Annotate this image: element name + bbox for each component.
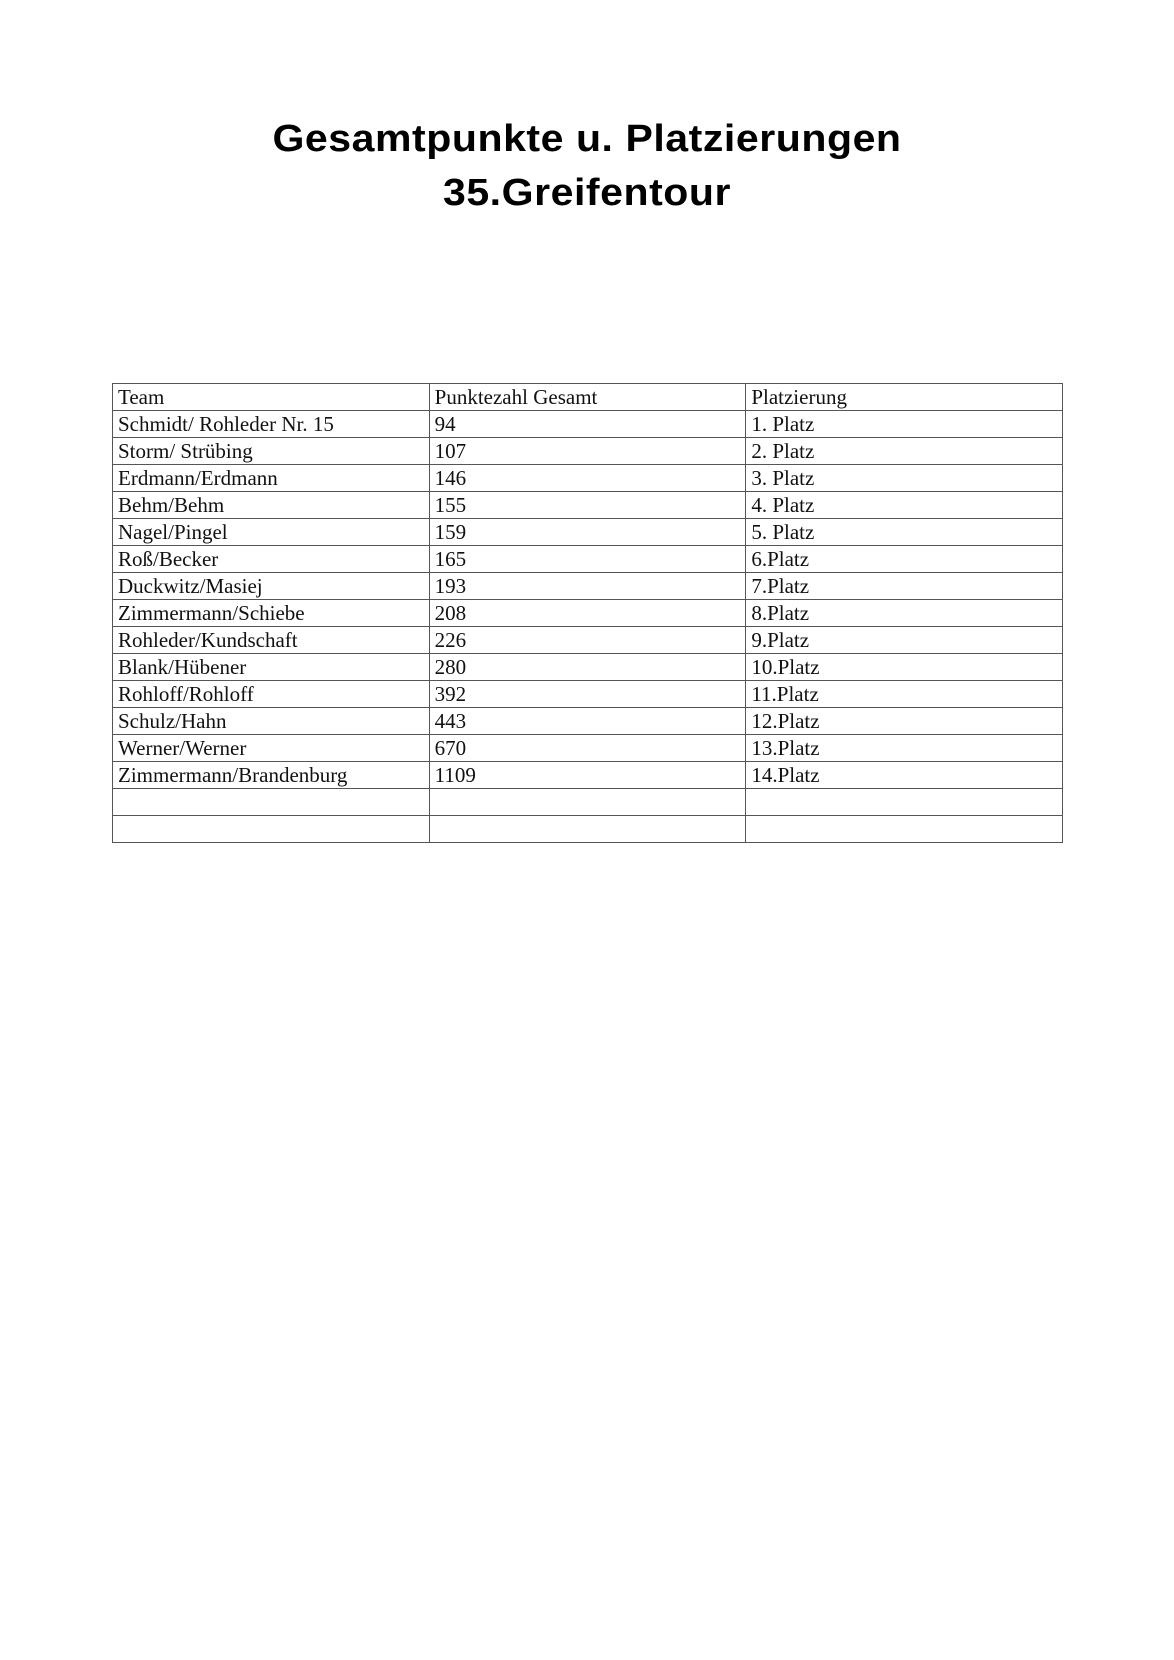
points-cell xyxy=(429,789,746,816)
team-cell: Blank/Hübener xyxy=(113,654,430,681)
team-cell: Rohloff/Rohloff xyxy=(113,681,430,708)
team-cell: Duckwitz/Masiej xyxy=(113,573,430,600)
points-cell: 280 xyxy=(429,654,746,681)
table-row xyxy=(113,573,1063,600)
team-cell xyxy=(113,816,430,843)
title-line-1: Gesamtpunkte u. Platzierungen xyxy=(272,118,902,160)
placement-cell: 11.Platz xyxy=(746,681,1063,708)
points-cell: 208 xyxy=(429,600,746,627)
team-cell: Erdmann/Erdmann xyxy=(113,465,430,492)
points-cell: 159 xyxy=(429,519,746,546)
points-cell: 1109 xyxy=(429,762,746,789)
team-cell xyxy=(113,789,430,816)
placement-cell: 14.Platz xyxy=(746,762,1063,789)
points-cell: 392 xyxy=(429,681,746,708)
table-row xyxy=(113,681,1063,708)
team-cell: Storm/ Strübing xyxy=(113,438,430,465)
header-team: Team xyxy=(113,384,430,411)
table-row xyxy=(113,411,1063,438)
table-row xyxy=(113,492,1063,519)
team-cell: Zimmermann/Schiebe xyxy=(113,600,430,627)
team-cell: Behm/Behm xyxy=(113,492,430,519)
table-row xyxy=(113,438,1063,465)
placement-cell: 12.Platz xyxy=(746,708,1063,735)
placement-cell: 13.Platz xyxy=(746,735,1063,762)
placement-cell: 1. Platz xyxy=(746,411,1063,438)
table-row xyxy=(113,654,1063,681)
team-cell: Werner/Werner xyxy=(113,735,430,762)
table-row xyxy=(113,789,1063,816)
team-cell: Rohleder/Kundschaft xyxy=(113,627,430,654)
team-cell: Nagel/Pingel xyxy=(113,519,430,546)
points-cell: 670 xyxy=(429,735,746,762)
placement-cell: 3. Platz xyxy=(746,465,1063,492)
team-cell: Zimmermann/Brandenburg xyxy=(113,762,430,789)
points-cell: 226 xyxy=(429,627,746,654)
document-title xyxy=(0,112,1174,220)
placement-cell: 2. Platz xyxy=(746,438,1063,465)
points-cell: 165 xyxy=(429,546,746,573)
table-row xyxy=(113,708,1063,735)
results-table xyxy=(112,383,1063,843)
points-cell: 155 xyxy=(429,492,746,519)
table-row xyxy=(113,600,1063,627)
placement-cell: 4. Platz xyxy=(746,492,1063,519)
placement-cell: 9.Platz xyxy=(746,627,1063,654)
team-cell: Roß/Becker xyxy=(113,546,430,573)
placement-cell: 10.Platz xyxy=(746,654,1063,681)
team-cell: Schmidt/ Rohleder Nr. 15 xyxy=(113,411,430,438)
title-line-2: 35.Greifentour xyxy=(442,172,732,214)
team-cell: Schulz/Hahn xyxy=(113,708,430,735)
placement-cell: 7.Platz xyxy=(746,573,1063,600)
table-row xyxy=(113,627,1063,654)
table-row xyxy=(113,519,1063,546)
table-row xyxy=(113,816,1063,843)
table-row xyxy=(113,546,1063,573)
table-row xyxy=(113,762,1063,789)
placement-cell xyxy=(746,816,1063,843)
placement-cell: 8.Platz xyxy=(746,600,1063,627)
header-placement: Platzierung xyxy=(746,384,1063,411)
points-cell: 94 xyxy=(429,411,746,438)
placement-cell: 6.Platz xyxy=(746,546,1063,573)
placement-cell xyxy=(746,789,1063,816)
points-cell: 443 xyxy=(429,708,746,735)
table-row xyxy=(113,735,1063,762)
table-header-row xyxy=(113,384,1063,411)
placement-cell: 5. Platz xyxy=(746,519,1063,546)
points-cell xyxy=(429,816,746,843)
points-cell: 193 xyxy=(429,573,746,600)
table-row xyxy=(113,465,1063,492)
table-body xyxy=(113,384,1063,843)
points-cell: 146 xyxy=(429,465,746,492)
points-cell: 107 xyxy=(429,438,746,465)
header-points: Punktezahl Gesamt xyxy=(429,384,746,411)
